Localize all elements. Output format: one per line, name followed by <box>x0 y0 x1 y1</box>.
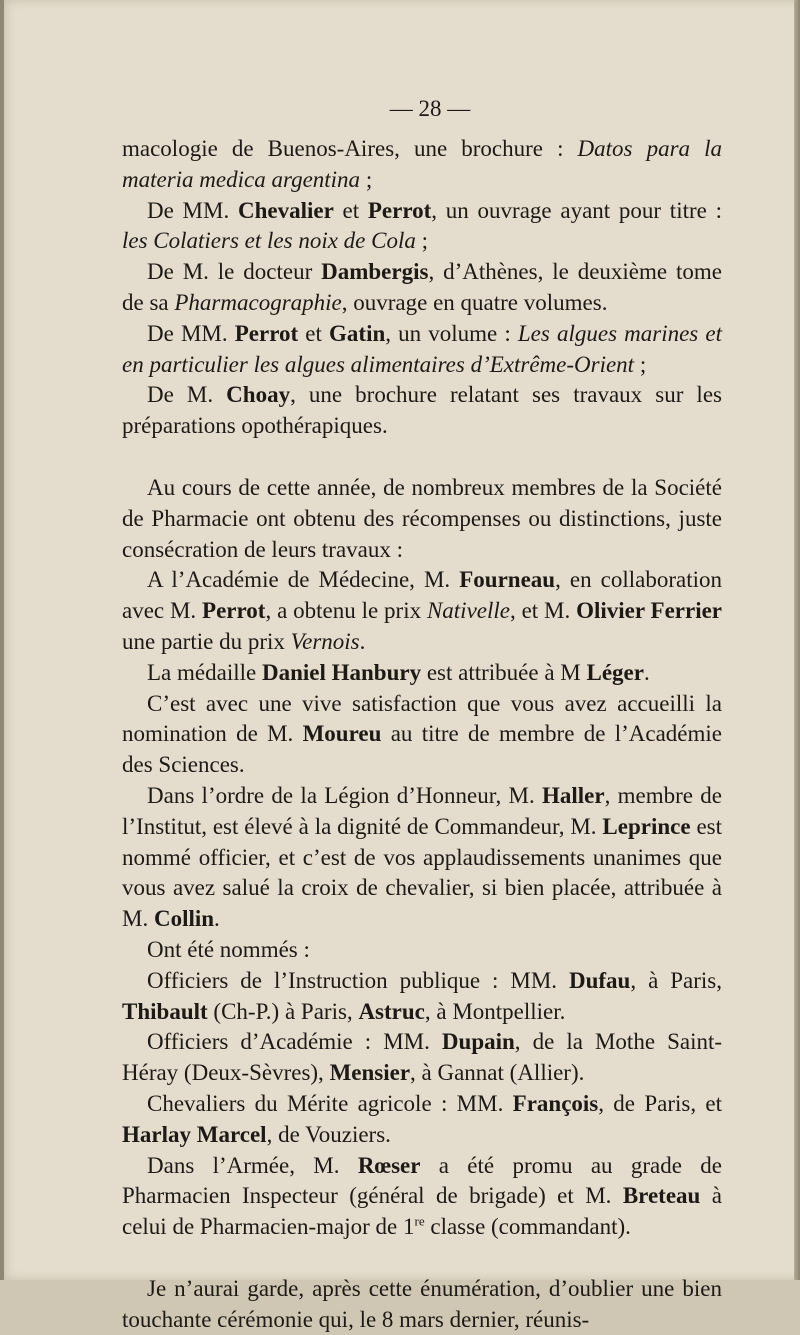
section-gap <box>122 1243 722 1274</box>
paragraph: La médaille Daniel Hanbury est attribuée à M Léger. <box>147 659 650 685</box>
body-text <box>122 134 722 1335</box>
paragraph: Officiers d’Académie : MM. Dupain, de la Mothe Saint-Héray (Deux-Sèvres), Mensier, à Gannat (Allier). <box>122 1029 723 1086</box>
paragraph: macologie de Buenos-Aires, une brochure : Datos para la materia medica argentina ; <box>122 136 722 192</box>
paragraph: Ont été nommés : <box>147 936 310 962</box>
paragraph: Officiers de l’Instruction publique : MM. Dufau, à Paris, Thibault (Ch-P.) à Paris, Astruc, à Montpellier. <box>122 967 722 1024</box>
paragraph: C’est avec une vive satisfaction que vous avez accueilli la nomination de M. Moureu au titre de membre de l’Académie des Sciences. <box>122 690 722 778</box>
section-gap <box>122 442 722 473</box>
paragraph: A l’Académie de Médecine, M. Fourneau, en collaboration avec M. Perrot, a obtenu le prix Nativelle, et M. Olivier Ferrier une partie du prix Vernois. <box>122 567 723 654</box>
page-right-edge <box>794 0 800 1280</box>
paragraph: Au cours de cette année, de nombreux membres de la Société de Pharmacie ont obtenu des récompenses ou distinctions, juste consécration de leurs travaux : <box>122 474 722 562</box>
paragraph: De MM. Chevalier et Perrot, un ouvrage ayant pour titre : les Colatiers et les noix de Cola ; <box>122 197 722 254</box>
paragraph: Dans l’Armée, M. Rœser a été promu au grade de Pharmacien Inspecteur (général de brigade) et M. Breteau à celui de Pharmacien-major de 1re classe (commandant). <box>122 1152 722 1240</box>
paragraph: Chevaliers du Mérite agricole : MM. François, de Paris, et Harlay Marcel, de Vouziers. <box>122 1090 722 1147</box>
paragraph: De M. Choay, une brochure relatant ses travaux sur les préparations opothérapiques. <box>122 382 722 439</box>
paragraph: Je n’aurai garde, après cette énumération, d’oublier une bien touchante cérémonie qui, le 8 mars dernier, réunis- <box>122 1275 722 1332</box>
paragraph: Dans l’ordre de la Légion d’Honneur, M. Haller, membre de l’Institut, est élevé à la dignité de Commandeur, M. Leprince est nommé officier, et c’est de vos applaudissements unanimes que vous avez salué la croix de chevalier, si bien placée, attribuée à M. Collin. <box>122 782 722 932</box>
page-number: — 28 — <box>389 96 471 121</box>
page-left-edge <box>0 0 4 1280</box>
paragraph: De MM. Perrot et Gatin, un volume : Les algues marines et en particulier les algues alimentaires d’Extrême-Orient ; <box>122 320 722 377</box>
paragraph: De M. le docteur Dambergis, d’Athènes, le deuxième tome de sa Pharmacographie, ouvrage en quatre volumes. <box>122 259 722 315</box>
